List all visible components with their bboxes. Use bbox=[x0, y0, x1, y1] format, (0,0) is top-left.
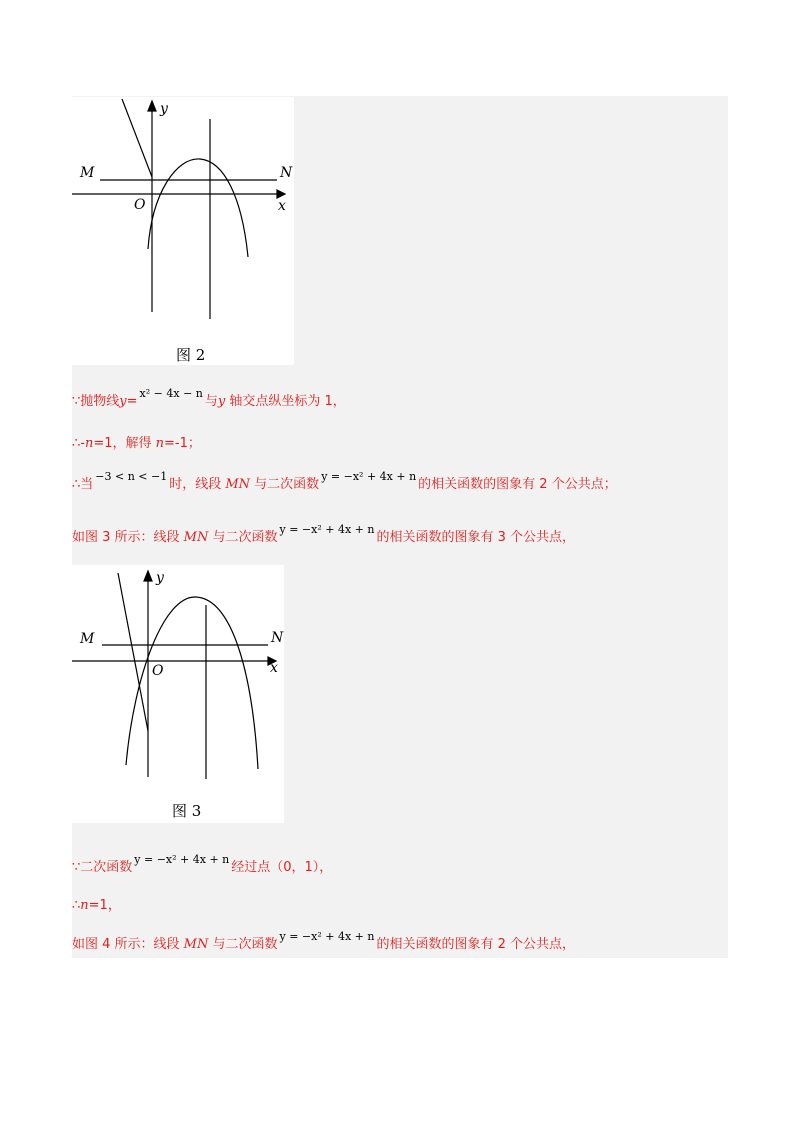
figure-3-caption: 图 3 bbox=[172, 802, 202, 820]
y-axis-arrow bbox=[148, 101, 156, 111]
figure-3-graph bbox=[72, 565, 284, 823]
figure-3 bbox=[72, 565, 284, 823]
figure-2 bbox=[72, 97, 294, 365]
label-x: x bbox=[270, 660, 278, 676]
line-2: ∴-n=1，解得 n=-1； bbox=[72, 436, 201, 451]
figure-2-graph bbox=[72, 97, 294, 365]
line-1: ∵抛物线y=$^{x^2 - 4x - n}$与y 轴交点纵坐标为 1， bbox=[72, 387, 346, 409]
line-7: 如图 4 所示：线段 MN 与二次函数$^{y = -x^2 + 4x + n}$的相关函数的图象有 2 个公共点， bbox=[72, 930, 576, 952]
formula: y = −x² + 4x + n bbox=[134, 853, 230, 866]
label-x: x bbox=[278, 198, 286, 214]
label-m: M bbox=[80, 631, 95, 647]
formula: −3 < n < −1 bbox=[95, 470, 168, 483]
formula: x² − 4x − n bbox=[139, 387, 203, 400]
label-m: M bbox=[80, 165, 95, 181]
line-6: ∴n=1， bbox=[72, 898, 121, 913]
label-o: O bbox=[152, 663, 164, 679]
figure-2-caption: 图 2 bbox=[176, 346, 206, 364]
label-n: N bbox=[271, 630, 284, 646]
parabola bbox=[126, 597, 258, 769]
line-4: 如图 3 所示：线段 MN 与二次函数$^{y = -x^2 + 4x + n}$的相关函数的图象有 3 个公共点， bbox=[72, 523, 576, 545]
line-5: ∵二次函数$^{y = -x^2 + 4x + n}$经过点（0，1）， bbox=[72, 853, 333, 875]
formula: y = −x² + 4x + n bbox=[279, 523, 375, 536]
label-o: O bbox=[134, 197, 146, 213]
label-y: y bbox=[160, 101, 168, 117]
steep-line bbox=[118, 573, 148, 731]
label-y: y bbox=[156, 570, 164, 586]
x-axis-arrow bbox=[277, 190, 285, 198]
label-n: N bbox=[280, 165, 293, 181]
formula: y = −x² + 4x + n bbox=[321, 470, 417, 483]
y-axis-arrow bbox=[144, 571, 152, 581]
formula: y = −x² + 4x + n bbox=[279, 930, 375, 943]
parabola bbox=[148, 159, 248, 257]
line-3: ∴当$^{-3 < n < -1}$时，线段 MN 与二次函数$^{y = -x^2 + 4x + n}$的相关函数的图象有 2 个公共点； bbox=[72, 470, 617, 492]
